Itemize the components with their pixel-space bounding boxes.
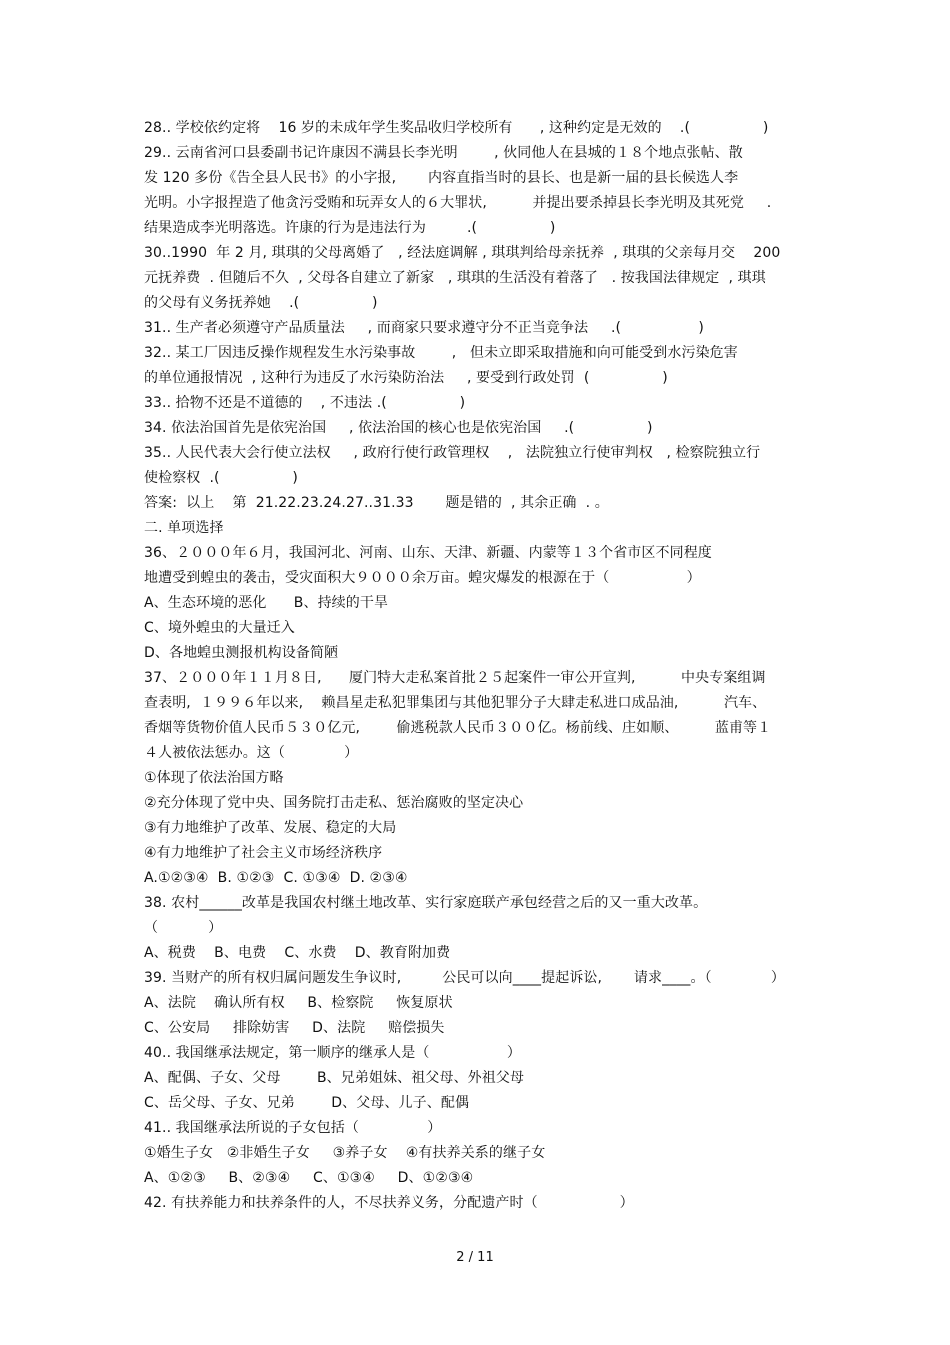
text-line: 香烟等货物价值人民币５３０亿元, 偷逃税款人民币３００亿。杨前线、庄如顺、 蓝甫等１ <box>144 720 772 736</box>
text-line: 42. 有扶养能力和扶养条件的人，不尽扶养义务，分配遗产时（ ） <box>144 1195 634 1211</box>
statement-line: ②充分体现了党中央、国务院打击走私、惩治腐败的坚定决心 <box>144 795 524 811</box>
text-line: 光明。小字报捏造了他贪污受贿和玩弄女人的６大罪状, 并提出要杀掉县长李光明及其死党 . <box>144 195 772 211</box>
text-line: 发 120 多份《告全县人民书》的小字报, 内容直指当时的县长、也是新一届的县长候选人李 <box>144 170 739 186</box>
option-line: A、生态环境的恶化 B、持续的干旱 <box>144 595 389 611</box>
text-line: 37、２０００年１１月８日, 厦门特大走私案首批２５起案件一审公开宣判, 中央专案组调 <box>144 670 766 686</box>
option-line: C、公安局 排除妨害 D、法院 赔偿损失 <box>144 1020 445 1036</box>
text-line: 39. 当财产的所有权归属问题发生争议时, 公民可以向____提起诉讼, 请求____。（ ） <box>144 970 785 986</box>
text-line: 32.. 某工厂因违反操作规程发生水污染事故 , 但未立即采取措施和向可能受到水污染危害 <box>144 345 738 361</box>
text-line: 的单位通报情况 , 这种行为违反了水污染防治法 , 要受到行政处罚 ( ) <box>144 370 668 386</box>
option-line: D、各地蝗虫测报机构设备简陋 <box>144 645 339 661</box>
answer-line: 答案: 以上 第 21.22.23.24.27..31.33 题是错的 , 其余正确 . 。 <box>144 495 609 511</box>
text-line: 33.. 拾物不还是不道德的 , 不违法 .( ) <box>144 395 466 411</box>
text-line: 41.. 我国继承法所说的子女包括（ ） <box>144 1120 442 1136</box>
statement-line: ①体现了依法治国方略 <box>144 770 284 786</box>
text-line: 使检察权 .( ) <box>144 470 298 486</box>
text-line: 40.. 我国继承法规定，第一顺序的继承人是（ ） <box>144 1045 521 1061</box>
text-line: 的父母有义务抚养她 .( ) <box>144 295 378 311</box>
text-line: 28.. 学校依约定将 16 岁的未成年学生奖品收归学校所有 , 这种约定是无效的 .( ) <box>144 120 769 136</box>
text-line: 35.. 人民代表大会行使立法权 , 政府行使行政管理权 , 法院独立行使审判权 , 检察院独立行 <box>144 445 761 461</box>
text-line: 36、２０００年６月，我国河北、河南、山东、天津、新疆、内蒙等１３个省市区不同程度 <box>144 545 712 561</box>
option-line: A、配偶、子女、父母 B、兄弟姐妹、祖父母、外祖父母 <box>144 1070 525 1086</box>
text-line: 元抚养费 . 但随后不久 , 父母各自建立了新家 , 琪琪的生活没有着落了 . 按我国法律规定 , 琪琪 <box>144 270 766 286</box>
option-line: A、税费 B、电费 C、水费 D、教育附加费 <box>144 945 451 961</box>
text-line: 结果造成李光明落选。许康的行为是违法行为 .( ) <box>144 220 556 236</box>
text-line: 30..1990 年 2 月, 琪琪的父母离婚了 , 经法庭调解 , 琪琪判给母亲抚养 , 琪琪的父亲每月交 200 <box>144 245 781 261</box>
text-line: （ ） <box>144 920 223 936</box>
option-line: A、①②③ B、②③④ C、①③④ D、①②③④ <box>144 1170 474 1186</box>
text-line: 29.. 云南省河口县委副书记许康因不满县长李光明 , 伙同他人在县城的１８个地点张帖、散 <box>144 145 743 161</box>
option-line: C、岳父母、子女、兄弟 D、父母、儿子、配偶 <box>144 1095 470 1111</box>
text-line: ４人被依法惩办。这（ ） <box>144 745 359 761</box>
text-line: 查表明, １９９６年以来, 赖昌星走私犯罪集团与其他犯罪分子大肆走私进口成品油, 汽车、 <box>144 695 767 711</box>
text-line: 34. 依法治国首先是依宪治国 , 依法治国的核心也是依宪治国 .( ) <box>144 420 653 436</box>
option-line: A.①②③④ B. ①②③ C. ①③④ D. ②③④ <box>144 870 408 886</box>
page-number: 2 / 11 <box>456 1250 494 1265</box>
section-heading: 二. 单项选择 <box>144 520 224 536</box>
statement-line: ③有力地维护了改革、发展、稳定的大局 <box>144 820 397 836</box>
text-line: 31.. 生产者必须遵守产品质量法 , 而商家只要求遵守分不正当竞争法 .( ) <box>144 320 704 336</box>
option-line: C、境外蝗虫的大量迁入 <box>144 620 295 636</box>
text-line: 地遭受到蝗虫的袭击，受灾面积大９０００余万亩。蝗灾爆发的根源在于（ ） <box>144 570 701 586</box>
option-line: A、法院 确认所有权 B、检察院 恢复原状 <box>144 995 453 1011</box>
text-line: 38. 农村______改革是我国农村继土地改革、实行家庭联产承包经营之后的又一重大改革。 <box>144 895 708 911</box>
statement-line: ④有力地维护了社会主义市场经济秩序 <box>144 845 383 861</box>
statement-line: ①婚生子女 ②非婚生子女 ③养子女 ④有扶养关系的继子女 <box>144 1145 546 1161</box>
